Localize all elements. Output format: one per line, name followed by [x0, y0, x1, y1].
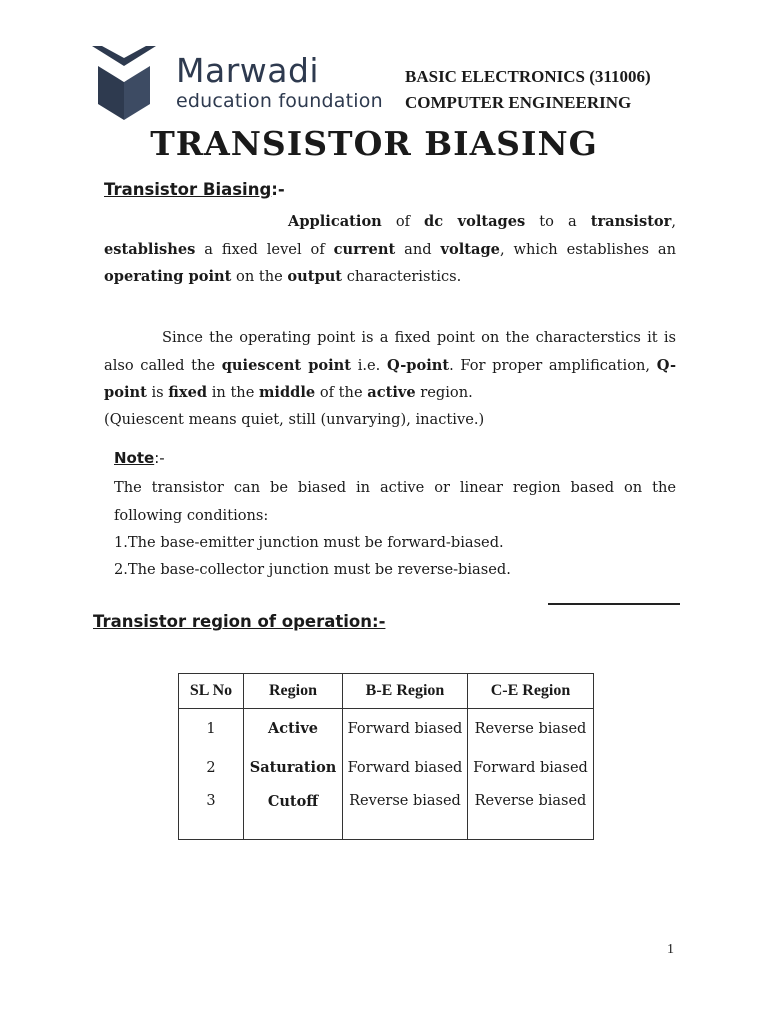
bold-term: current [333, 240, 396, 258]
bold-term: establishes [104, 240, 196, 258]
note-intro: The transistor can be biased in active or linear region based on the following conditions: [114, 479, 676, 524]
header-sl-no: SL No [179, 674, 244, 709]
bold-term: active [367, 384, 416, 401]
divider-line [548, 603, 680, 605]
row-sl-no: 3 [179, 787, 244, 840]
bold-term: operating point [104, 268, 232, 285]
page-number: 1 [667, 942, 674, 957]
text-run: on the [231, 268, 288, 285]
section-heading-regions: Transistor region of operation:- [93, 612, 386, 631]
bold-term: Application [288, 213, 382, 230]
logo-wordmark [176, 52, 383, 112]
bold-term: voltage [440, 240, 500, 258]
bold-term: quiescent point [221, 356, 352, 374]
row-be-region: Reverse biased [343, 787, 468, 840]
note-label-suffix: :- [154, 449, 165, 467]
row-region: Saturation [244, 748, 343, 787]
department-title: COMPUTER ENGINEERING [405, 93, 632, 112]
paragraph-qpoint [104, 324, 676, 407]
text-run: in the [207, 384, 259, 401]
marwadi-logo-icon [92, 44, 156, 122]
text-run: i.e. [351, 356, 387, 374]
text-run: . For proper amplification, [449, 356, 657, 374]
bold-term: middle [258, 384, 316, 401]
region-table [178, 673, 594, 840]
bold-term: dc voltages [424, 213, 526, 230]
text-run: is [146, 384, 169, 401]
table-row [179, 748, 594, 787]
text-run: of the [315, 384, 368, 401]
bold-term: output [287, 268, 343, 285]
text-run: a fixed level of [195, 240, 334, 258]
paragraph-quiescent-meaning: (Quiescent means quiet, still (unvarying), inactive.) [104, 411, 485, 428]
text-run: Since the operating point is a fixed point on the characterstics it is also called the [104, 329, 676, 374]
row-ce-region: Forward biased [468, 748, 594, 787]
section-heading-text: Transistor Biasing [104, 180, 272, 199]
row-ce-region: Reverse biased [468, 787, 594, 840]
text-run: of [381, 213, 425, 230]
text-run: region. [415, 384, 473, 401]
header-ce-region: C-E Region [468, 674, 594, 709]
text-run: characteristics. [342, 268, 462, 285]
logo-name: Marwadi [176, 51, 320, 90]
table-header-row [179, 674, 594, 709]
section-heading-biasing [104, 180, 285, 199]
page-title: TRANSISTOR BIASING [150, 124, 598, 163]
header-region: Region [244, 674, 343, 709]
header-be-region: B-E Region [343, 674, 468, 709]
note-label: Note [114, 449, 155, 467]
bold-term: Q-point [386, 356, 450, 374]
paragraph-definition [104, 208, 676, 291]
logo-subtitle: education foundation [176, 90, 383, 112]
row-sl-no: 1 [179, 709, 244, 749]
table-row [179, 787, 594, 840]
row-sl-no: 2 [179, 748, 244, 787]
note-item-1: 1.The base-emitter junction must be forward-biased. [114, 534, 504, 551]
row-region: Cutoff [244, 787, 343, 840]
row-be-region: Forward biased [343, 709, 468, 749]
section-heading-suffix: :- [271, 180, 285, 199]
bold-term: transistor [590, 213, 672, 230]
bold-term: fixed [168, 384, 208, 401]
note-item-2: 2.The base-collector junction must be reverse-biased. [114, 561, 511, 578]
course-title: BASIC ELECTRONICS (311006) [405, 67, 651, 86]
table-row [179, 709, 594, 749]
course-info [405, 64, 651, 116]
text-run: , [671, 213, 676, 230]
bold-term: Q-point [104, 356, 677, 401]
note-heading [114, 449, 165, 467]
row-region: Active [244, 709, 343, 749]
text-run: and [395, 240, 441, 258]
row-ce-region: Reverse biased [468, 709, 594, 749]
text-run: , which establishes an [499, 240, 676, 258]
row-be-region: Forward biased [343, 748, 468, 787]
text-run: to a [525, 213, 591, 230]
